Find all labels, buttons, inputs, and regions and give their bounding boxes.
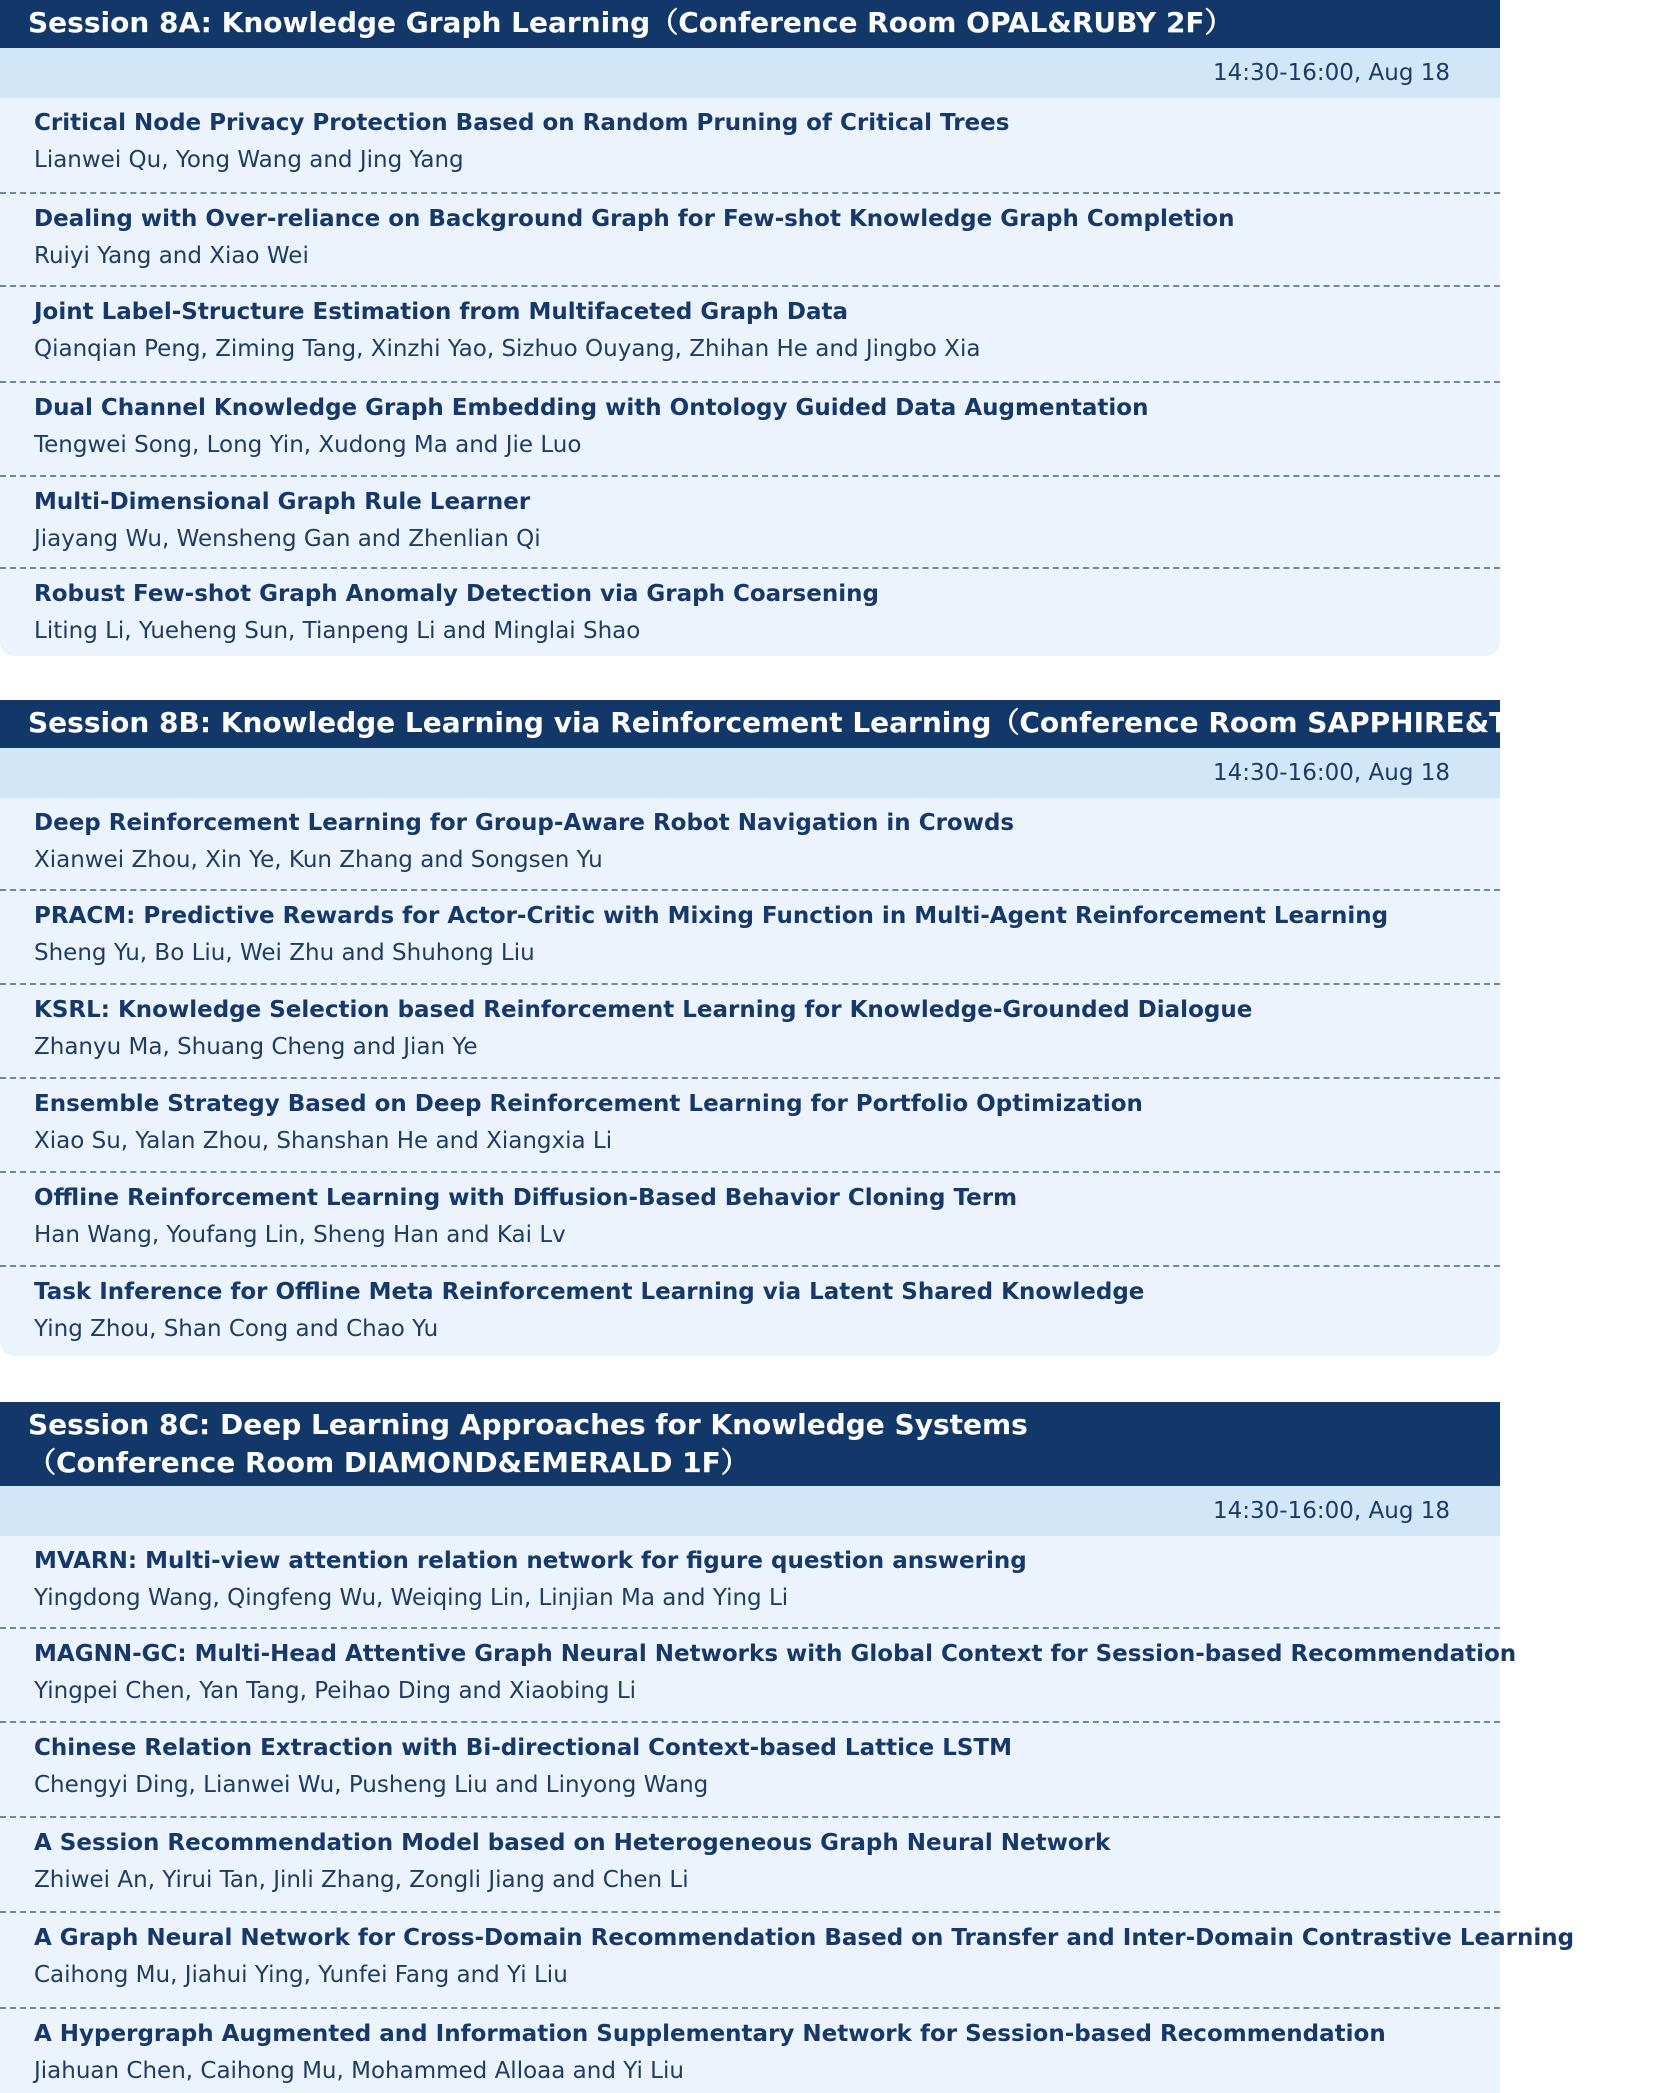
paper-title: Robust Few-shot Graph Anomaly Detection via Graph Coarsening: [34, 581, 879, 607]
paper-title: A Graph Neural Network for Cross-Domain Recommendation Based on Transfer and Inter-Domain Contrastive Learning: [34, 1925, 1575, 1951]
session-8c: [0, 1402, 1575, 2093]
paper-authors: Liting Li, Yueheng Sun, Tianpeng Li and Minglai Shao: [34, 618, 641, 644]
session-header: Session 8A: Knowledge Graph Learning（Conference Room OPAL&RUBY 2F）: [0, 0, 1500, 48]
paper-item: [0, 98, 1500, 194]
paper-authors: Jiayang Wu, Wensheng Gan and Zhenlian Qi: [34, 526, 541, 552]
paper-item: [0, 1536, 1500, 1629]
paper-title: MAGNN-GC: Multi-Head Attentive Graph Neural Networks with Global Context for Session-based Recommendation: [34, 1641, 1517, 1667]
paper-item: [0, 2009, 1500, 2093]
paper-title: Joint Label-Structure Estimation from Multifaceted Graph Data: [34, 299, 849, 325]
session-time: 14:30-16:00, Aug 18: [0, 48, 1500, 98]
paper-item: [0, 287, 1500, 383]
session-8a: [0, 0, 1500, 656]
paper-authors: Yingpei Chen, Yan Tang, Peihao Ding and Xiaobing Li: [34, 1678, 637, 1704]
paper-list: [0, 1536, 1575, 2093]
paper-item: [0, 1267, 1500, 1356]
paper-title: Critical Node Privacy Protection Based on Random Pruning of Critical Trees: [34, 110, 1010, 136]
session-time: 14:30-16:00, Aug 18: [0, 748, 1500, 798]
paper-item: [0, 1818, 1500, 1913]
paper-item: [0, 569, 1500, 661]
paper-authors: Sheng Yu, Bo Liu, Wei Zhu and Shuhong Liu: [34, 940, 535, 966]
session-header-line-1: Session 8C: Deep Learning Approaches for Knowledge Systems: [28, 1408, 1028, 1441]
paper-authors: Caihong Mu, Jiahui Ying, Yunfei Fang and Yi Liu: [34, 1962, 568, 1988]
paper-title: A Hypergraph Augmented and Information Supplementary Network for Session-based Recommendation: [34, 2021, 1386, 2047]
paper-authors: Chengyi Ding, Lianwei Wu, Pusheng Liu and Linyong Wang: [34, 1772, 709, 1798]
paper-item: [0, 1079, 1500, 1173]
paper-title: Offline Reinforcement Learning with Diffusion-Based Behavior Cloning Term: [34, 1185, 1018, 1211]
paper-item: [0, 383, 1500, 477]
paper-title: Ensemble Strategy Based on Deep Reinforcement Learning for Portfolio Optimization: [34, 1091, 1143, 1117]
paper-authors: Zhanyu Ma, Shuang Cheng and Jian Ye: [34, 1034, 478, 1060]
paper-item: [0, 798, 1500, 891]
session-8b: [0, 700, 1668, 1356]
paper-item: [0, 1629, 1517, 1723]
session-header: Session 8B: Knowledge Learning via Reinforcement Learning（Conference Room SAPPHIRE&TOPAZ 2F）: [0, 700, 1500, 748]
paper-authors: Zhiwei An, Yirui Tan, Jinli Zhang, Zongli Jiang and Chen Li: [34, 1867, 689, 1893]
paper-item: [0, 1723, 1500, 1818]
paper-authors: Xianwei Zhou, Xin Ye, Kun Zhang and Songsen Yu: [34, 847, 603, 873]
paper-title: Multi-Dimensional Graph Rule Learner: [34, 489, 531, 515]
paper-title: Dual Channel Knowledge Graph Embedding with Ontology Guided Data Augmentation: [34, 395, 1149, 421]
paper-item: [0, 1173, 1500, 1267]
paper-list: [0, 798, 1500, 1356]
paper-authors: Tengwei Song, Long Yin, Xudong Ma and Jie Luo: [34, 432, 582, 458]
paper-item: [0, 194, 1500, 287]
paper-authors: Jiahuan Chen, Caihong Mu, Mohammed Alloaa and Yi Liu: [34, 2058, 684, 2084]
paper-title: KSRL: Knowledge Selection based Reinforcement Learning for Knowledge-Grounded Dialogue: [34, 997, 1253, 1023]
paper-item: [0, 477, 1500, 569]
session-header: [0, 1402, 1500, 1486]
paper-title: Chinese Relation Extraction with Bi-directional Context-based Lattice LSTM: [34, 1735, 1012, 1761]
paper-authors: Lianwei Qu, Yong Wang and Jing Yang: [34, 147, 464, 173]
paper-authors: Qianqian Peng, Ziming Tang, Xinzhi Yao, Sizhuo Ouyang, Zhihan He and Jingbo Xia: [34, 336, 981, 362]
paper-title: Task Inference for Offline Meta Reinforcement Learning via Latent Shared Knowledge: [34, 1279, 1145, 1305]
paper-authors: Ying Zhou, Shan Cong and Chao Yu: [34, 1316, 439, 1342]
paper-title: A Session Recommendation Model based on Heterogeneous Graph Neural Network: [34, 1830, 1111, 1856]
paper-authors: Han Wang, Youfang Lin, Sheng Han and Kai Lv: [34, 1222, 566, 1248]
paper-title: Deep Reinforcement Learning for Group-Aware Robot Navigation in Crowds: [34, 810, 1015, 836]
paper-item: [0, 891, 1500, 985]
paper-item: [0, 1913, 1575, 2009]
paper-item: [0, 985, 1500, 1079]
paper-list: [0, 98, 1500, 661]
paper-authors: Yingdong Wang, Qingfeng Wu, Weiqing Lin, Linjian Ma and Ying Li: [34, 1585, 789, 1611]
paper-title: PRACM: Predictive Rewards for Actor-Critic with Mixing Function in Multi-Agent Reinforcement Learning: [34, 903, 1389, 929]
paper-authors: Xiao Su, Yalan Zhou, Shanshan He and Xiangxia Li: [34, 1128, 613, 1154]
paper-title: Dealing with Over-reliance on Background Graph for Few-shot Knowledge Graph Completion: [34, 206, 1235, 232]
session-header-line-2: （Conference Room DIAMOND&EMERALD 1F）: [28, 1446, 749, 1479]
session-time: 14:30-16:00, Aug 18: [0, 1486, 1500, 1536]
paper-title: MVARN: Multi-view attention relation network for figure question answering: [34, 1548, 1027, 1574]
paper-authors: Ruiyi Yang and Xiao Wei: [34, 243, 309, 269]
